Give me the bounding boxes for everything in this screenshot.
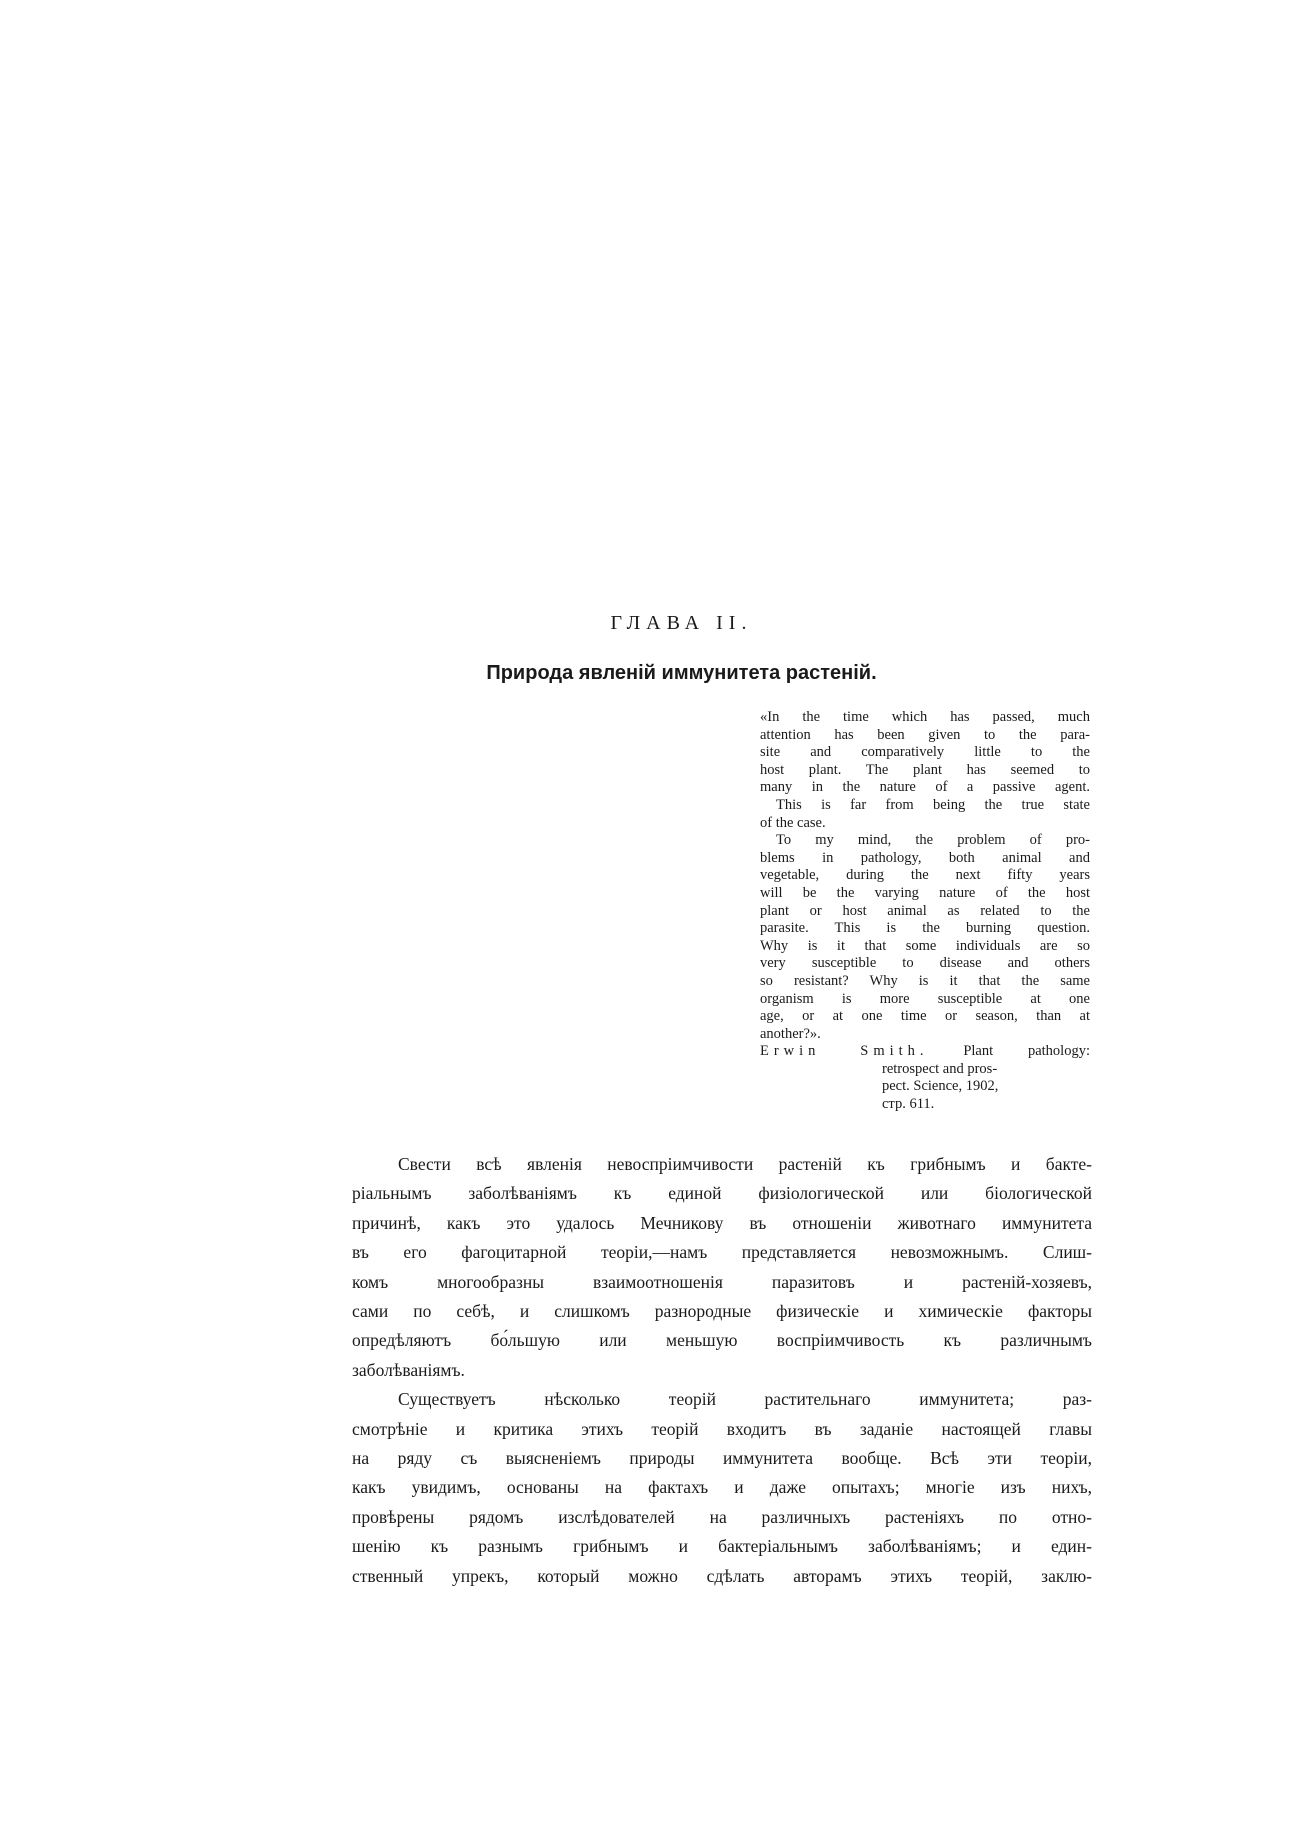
epigraph-line: Why is it that some individuals are so [760,937,1090,954]
text-line: комъ многообразны взаимоотношенія паразитовъ и растеній-хозяевъ, [352,1271,1092,1292]
text-line: шенію къ разнымъ грибнымъ и бактеріальнымъ заболѣваніямъ; и един- [352,1536,1092,1557]
epigraph-attribution [760,1043,1090,1113]
epigraph-line: many in the nature of a passive agent. [760,779,1090,796]
text-line: заболѣваніямъ. [352,1359,465,1380]
epigraph-line: attention has been given to the para- [760,726,1090,743]
attribution-source: Plant pathology: [963,1043,1090,1060]
text-line: смотрѣніе и критика этихъ теорій входитъ въ заданіе настоящей главы [352,1418,1092,1439]
attribution-line: pect. Science, 1902, [882,1078,999,1095]
epigraph-line: very susceptible to disease and others [760,955,1090,972]
epigraph-line: so resistant? Why is it that the same [760,972,1090,989]
text-line: провѣрены рядомъ изслѣдователей на различныхъ растеніяхъ по отно- [352,1506,1092,1527]
attribution-author: Erwin Smith. [760,1043,929,1060]
epigraph-line: «In the time which has passed, much [760,709,1090,725]
text-line: опредѣляютъ бо́льшую или меньшую воспріимчивость къ различнымъ [352,1330,1092,1351]
attribution-line: retrospect and pros- [882,1060,998,1077]
epigraph-line: blems in pathology, both animal and [760,849,1090,866]
epigraph-line: will be the varying nature of the host [760,884,1090,901]
paragraph-1 [352,1150,1092,1385]
chapter-heading: ГЛАВА II. [610,612,753,634]
text-line: въ его фагоцитарной теоріи,—намъ представляется невозможнымъ. Слиш- [352,1242,1092,1263]
epigraph-line: To my mind, the problem of pro- [776,832,1090,849]
paragraph-2 [352,1385,1092,1591]
body-text [352,1150,1092,1591]
epigraph-quote [760,709,1090,1114]
text-line: Существуетъ нѣсколько теорій растительнаго иммунитета; раз- [398,1389,1092,1410]
text-line: на ряду съ выясненіемъ природы иммунитета вообще. Всѣ эти теоріи, [352,1448,1092,1469]
epigraph-line: This is far from being the true state [776,796,1090,813]
text-line: какъ увидимъ, основаны на фактахъ и даже опытахъ; многіе изъ нихъ, [352,1477,1092,1498]
epigraph-line: another?». [760,1025,821,1042]
attribution-first-line [760,1043,1090,1061]
text-line: сами по себѣ, и слишкомъ разнородные физическіе и химическіе факторы [352,1301,1092,1322]
epigraph-line: parasite. This is the burning question. [760,920,1090,937]
epigraph-line: plant or host animal as related to the [760,902,1090,919]
epigraph-line: site and comparatively little to the [760,744,1090,761]
attribution-line: стр. 611. [882,1096,935,1113]
epigraph-line: of the case. [760,814,826,831]
text-line: ріальнымъ заболѣваніямъ къ единой физіологической или біологической [352,1183,1092,1204]
epigraph-line: age, or at one time or season, than at [760,1008,1090,1025]
chapter-title: Природа явленій иммунитета растеній. [486,662,877,684]
text-line: причинѣ, какъ это удалось Мечникову въ отношеніи животнаго иммунитета [352,1212,1092,1233]
text-line: Свести всѣ явленія невоспріимчивости растеній къ грибнымъ и бакте- [398,1154,1092,1174]
text-line: ственный упрекъ, который можно сдѣлать авторамъ этихъ теорій, заклю- [352,1565,1092,1586]
epigraph-line: host plant. The plant has seemed to [760,761,1090,778]
epigraph-line: organism is more susceptible at one [760,990,1090,1007]
epigraph-line: vegetable, during the next fifty years [760,867,1090,884]
